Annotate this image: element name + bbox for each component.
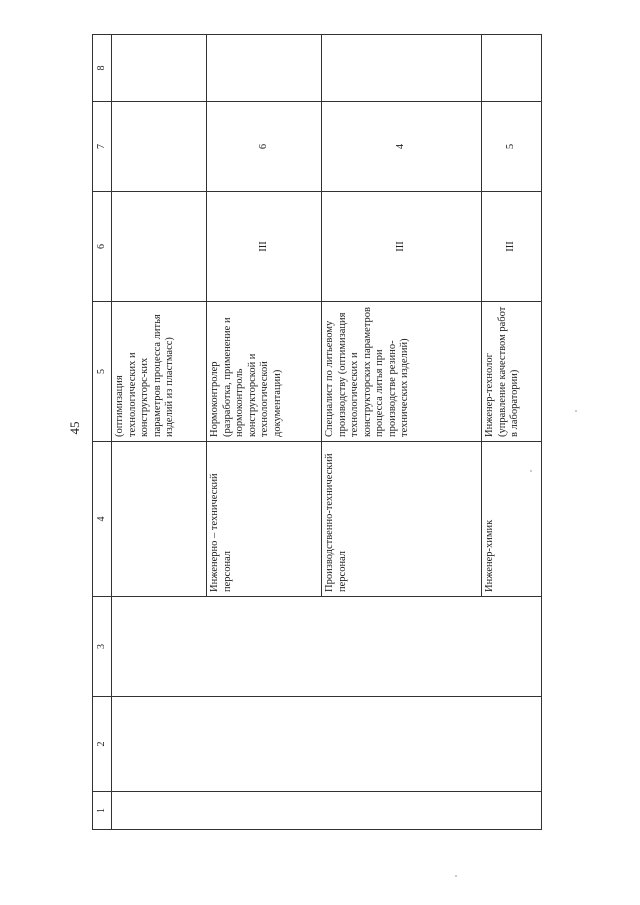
cell-level [112,192,207,302]
scan-speck [530,470,532,472]
cell-col1 [112,792,542,830]
cell-category: Инженерно – технический персонал [207,442,322,597]
rotated-table-container [92,35,537,830]
cell-col8 [322,35,482,102]
col-header-7: 7 [93,102,112,192]
cell-position: Инженер-технолог (управление качеством работ в лаборатории) [482,302,542,442]
col-header-6: 6 [93,192,112,302]
col-header-8: 8 [93,35,112,102]
cell-number [112,102,207,192]
cell-level: III [322,192,482,302]
cell-col3 [112,597,542,697]
col-header-2: 2 [93,697,112,792]
cell-category: Инженер-химик [482,442,542,597]
cell-category [112,442,207,597]
col-header-4: 4 [93,442,112,597]
cell-col8 [482,35,542,102]
col-header-5: 5 [93,302,112,442]
cell-level: III [482,192,542,302]
cell-category: Производственно-технический персонал [322,442,482,597]
qualification-table [92,34,542,830]
cell-position: Специалист по литьевому производству (оптимизация технологических и конструкторских параметров процесса литья при производстве резино-технических изделий) [322,302,482,442]
table-row [112,35,207,830]
col-header-3: 3 [93,597,112,697]
cell-position: (оптимизация технологических и конструкторс-ких параметров процесса литья изделий из пластмасс) [112,302,207,442]
cell-col2 [112,697,542,792]
scan-speck [575,410,577,412]
page-number: 45 [67,421,82,435]
scan-speck [455,875,457,877]
cell-col8 [207,35,322,102]
cell-position: Нормоконтролер (разработка, применение и нормоконтроль конструкторской и технологической документации) [207,302,322,442]
cell-level: III [207,192,322,302]
header-row [93,35,112,830]
cell-col8 [112,35,207,102]
cell-number: 4 [322,102,482,192]
col-header-1: 1 [93,792,112,830]
cell-number: 6 [207,102,322,192]
cell-number: 5 [482,102,542,192]
